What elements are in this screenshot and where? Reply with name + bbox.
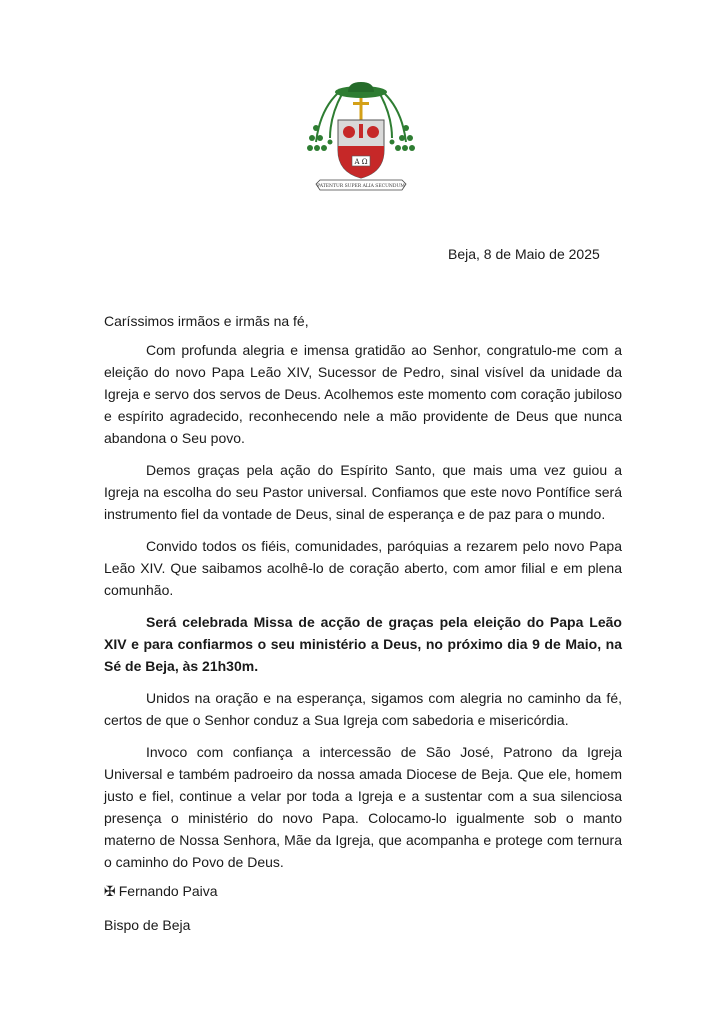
maltese-cross-icon: ✠ [104,883,116,899]
signer-title: Bispo de Beja [104,917,191,933]
signature-block [104,880,218,936]
paragraph-5: Unidos na oração e na esperança, sigamos com alegria no caminho da fé, certos de que o Senhor conduz a Sua Igreja com sabedoria e misericórdia. [104,690,622,728]
salutation: Caríssimos irmãos e irmãs na fé, [104,313,309,329]
paragraph-mass-announcement: Será celebrada Missa de acção de graças pela eleição do Papa Leão XIV e para confiarmos o seu ministério a Deus, no próximo dia 9 de Maio, na Sé de Beja, às 21h30m. [104,614,622,674]
paragraph-6: Invoco com confiança a intercessão de São José, Patrono da Igreja Universal e também padroeiro da nossa amada Diocese de Beja. Que ele, homem justo e fiel, continue a velar por toda a Igreja e a sustentar com a sua silenciosa presença o ministério do novo Papa. Colocamo-lo igualmente sob o manto materno de Nossa Senhora, Mãe da Igreja, que acompanha e protege com ternura o caminho do Povo de Deus. [104,744,622,870]
motto-text: PATENTUR SUPER ALIA SECUNDUM [317,184,405,189]
coat-of-arms-emblem [306,80,416,196]
date-line: Beja, 8 de Maio de 2025 [448,246,600,262]
signer-name-line [104,880,218,902]
signer-name: Fernando Paiva [118,883,218,899]
paragraph-2: Demos graças pela ação do Espírito Santo, que mais uma vez guiou a Igreja na escolha do seu Pastor universal. Confiamos que este novo Pontífice será instrumento fiel da vontade de Deus, sinal de esperança e de paz para o mundo. [104,462,622,522]
shield-letters: A Ω [354,158,368,166]
paragraph-1: Com profunda alegria e imensa gratidão ao Senhor, congratulo-me com a eleição do novo Papa Leão XIV, Sucessor de Pedro, sinal visível da unidade da Igreja e servo dos servos de Deus. Acolhemos este momento com coração jubiloso e espírito agradecido, reconhecendo nele a mão providente de Deus que nunca abandona o Seu povo. [104,342,622,446]
paragraph-3: Convido todos os fiéis, comunidades, paróquias a rezarem pelo novo Papa Leão XIV. Que saibamos acolhê-lo de coração aberto, com amor filial e em plena comunhão. [104,538,622,598]
letter-body [104,310,622,883]
